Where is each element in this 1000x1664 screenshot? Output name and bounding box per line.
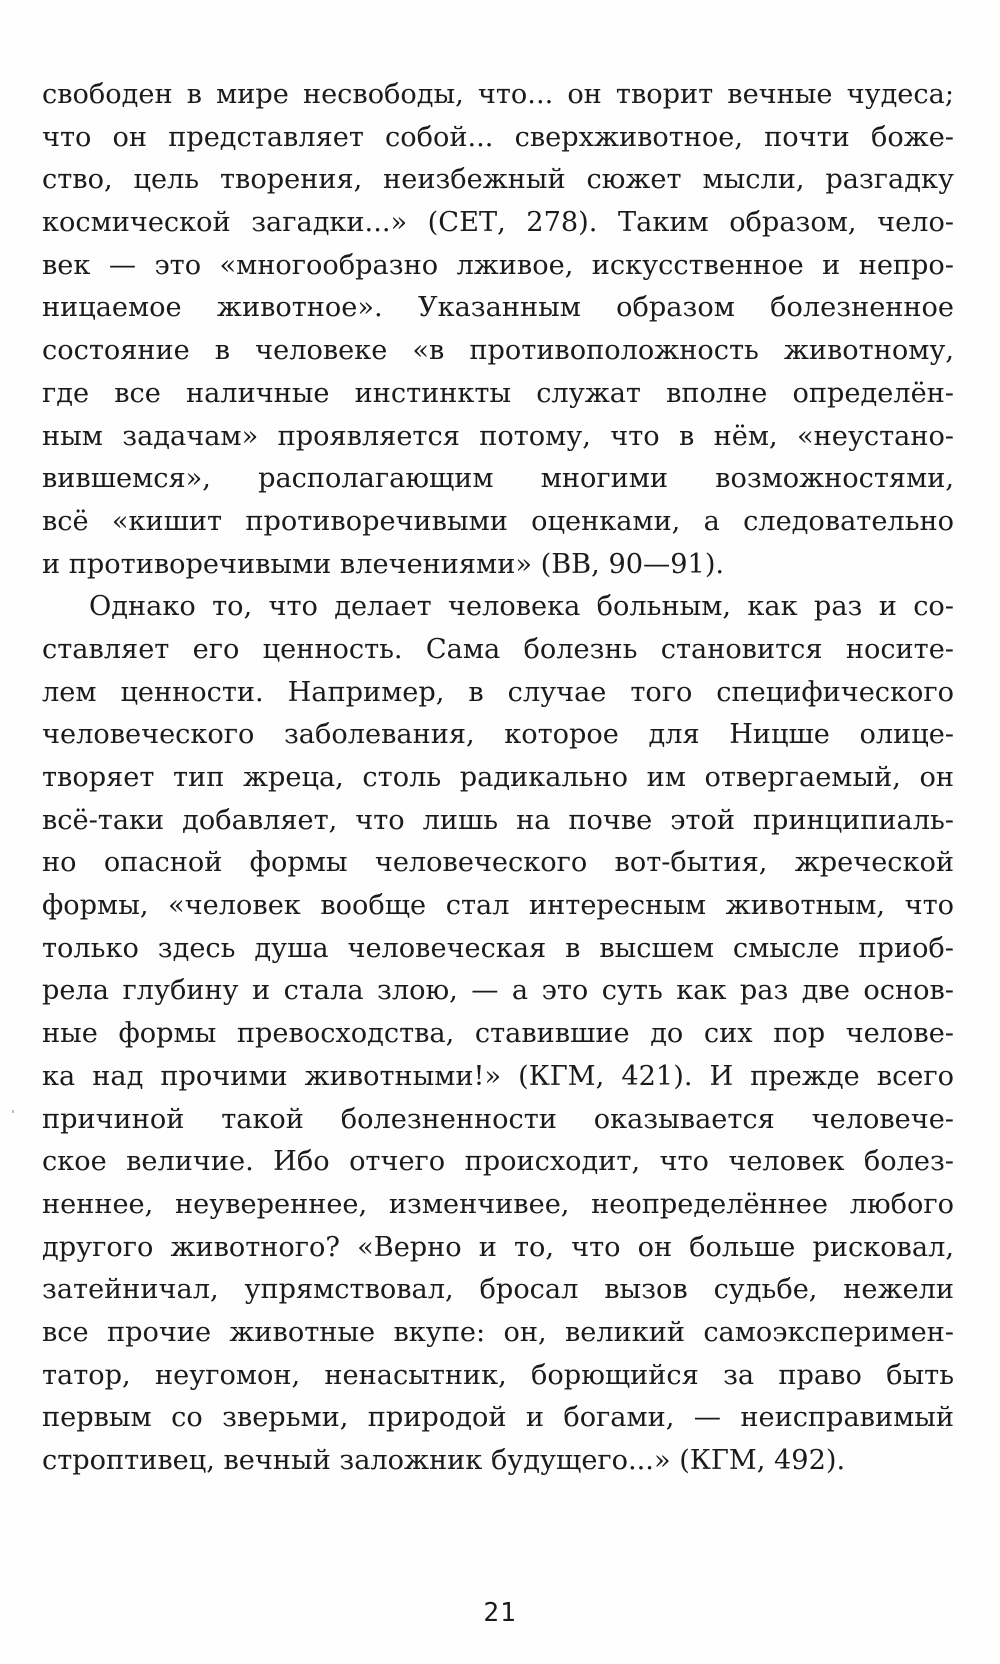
text-line: Однако то, что делает человека больным, как раз и со- <box>89 591 954 623</box>
scan-speck <box>12 1110 14 1113</box>
text-line: неннее, неувереннее, изменчивее, неопределённее любого <box>42 1188 954 1220</box>
text-line: творяет тип жреца, столь радикально им отвергаемый, он <box>42 762 954 793</box>
paragraph-2 <box>42 586 954 1482</box>
text-line: состояние в человеке «в противоположность животному, <box>42 335 954 367</box>
text-line: ство, цель творения, неизбежный сюжет мысли, разгадку <box>42 164 954 196</box>
text-line: ставляет его ценность. Сама болезнь становится носите- <box>42 633 954 665</box>
text-line: но опасной формы человеческого вот-бытия, жреческой <box>42 847 954 879</box>
page-number: 21 <box>483 1598 517 1628</box>
text-line: ные формы превосходства, ставившие до сих пор челове- <box>42 1018 954 1050</box>
text-line: вившемся», располагающим многими возможностями, <box>42 463 954 495</box>
body-text <box>42 74 954 1483</box>
text-line: другого животного? «Верно и то, что он больше рисковал, <box>42 1231 954 1263</box>
text-line: татор, неугомон, ненасытник, борющийся за право быть <box>42 1359 954 1391</box>
text-line: ным задачам» проявляется потому, что в нём, «неустано- <box>42 420 954 452</box>
text-line: человеческого заболевания, которое для Ницше олице- <box>42 719 954 751</box>
text-line: всё-таки добавляет, что лишь на почве этой принципиаль- <box>42 804 954 836</box>
text-line: строптивец, вечный заложник будущего...» (КГМ, 492). <box>42 1445 846 1476</box>
text-line: все прочие животные вкупе: он, великий самоэксперимен- <box>42 1316 954 1348</box>
text-line: и противоречивыми влечениями» (ВВ, 90—91). <box>42 548 725 580</box>
text-line: формы, «человек вообще стал интересным животным, что <box>42 890 954 922</box>
text-line: первым со зверьми, природой и богами, — неисправимый <box>42 1402 954 1434</box>
text-line: ницаемое животное». Указанным образом болезненное <box>42 292 954 324</box>
text-line: космической загадки...» (СЕТ, 278). Таким образом, чело- <box>42 207 954 239</box>
text-line: где все наличные инстинкты служат вполне определён- <box>42 377 954 409</box>
text-line: всё «кишит противоречивыми оценками, а следовательно <box>42 505 954 537</box>
paragraph-1 <box>42 74 954 586</box>
text-line: причиной такой болезненности оказывается человече- <box>42 1103 954 1135</box>
text-line: рела глубину и стала злою, — а это суть как раз две основ- <box>42 975 954 1007</box>
text-line: только здесь душа человеческая в высшем смысле приоб- <box>42 932 954 964</box>
text-line: затейничал, упрямствовал, бросал вызов судьбе, нежели <box>42 1274 954 1306</box>
text-line: ка над прочими животными!» (КГМ, 421). И прежде всего <box>42 1060 954 1092</box>
text-line: ское величие. Ибо отчего происходит, что человек болез- <box>42 1146 954 1178</box>
text-line: лем ценности. Например, в случае того специфического <box>42 676 954 708</box>
text-line: что он представляет собой... сверхживотное, почти боже- <box>42 121 954 153</box>
text-line: свободен в мире несвободы, что... он творит вечные чудеса; <box>42 79 954 110</box>
text-line: век — это «многообразно лживое, искусственное и непро- <box>42 249 954 281</box>
